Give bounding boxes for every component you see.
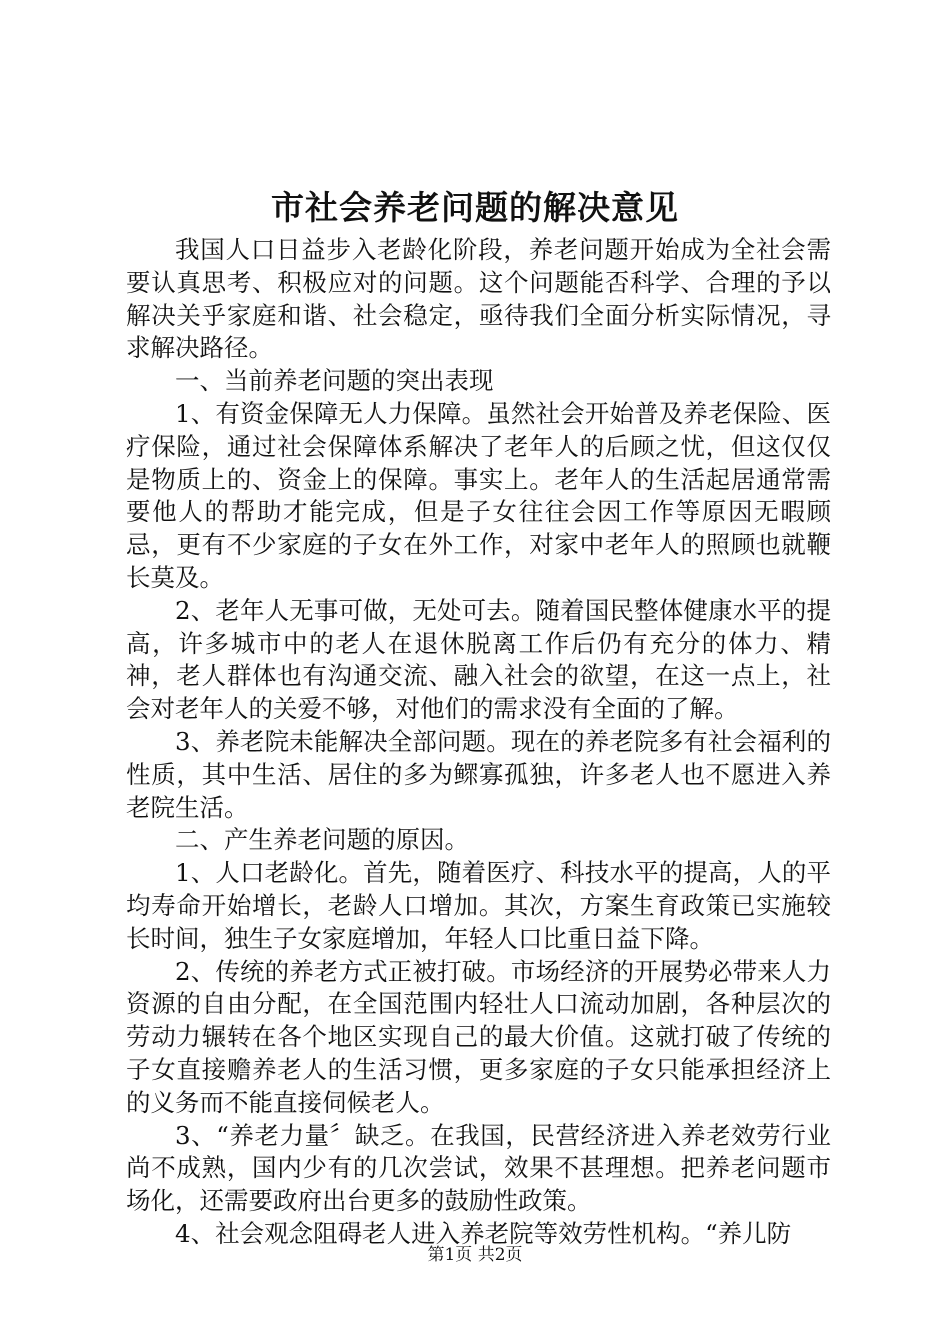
paragraph: 3、“养老力量〞缺乏。在我国，民营经济进入养老效劳行业尚不成熟，国内少有的几次尝试，效果不甚理想。把养老问题市场化，还需要政府出台更多的鼓励性政策。 [126,1120,831,1216]
document-body [126,234,831,1251]
page-title: 市社会养老问题的解决意见 [271,188,679,227]
paragraph: 2、老年人无事可做，无处可去。随着国民整体健康水平的提高，许多城市中的老人在退休脱离工作后仍有充分的体力、精神，老人群体也有沟通交流、融入社会的欲望，在这一点上，社会对老年人的关爱不够，对他们的需求没有全面的了解。 [126,595,831,724]
paragraph: 2、传统的养老方式正被打破。市场经济的开展势必带来人力资源的自由分配，在全国范围内轻壮人口流动加剧，各种层次的劳动力辗转在各个地区实现自己的最大价值。这就打破了传统的子女直接赡养老人的生活习惯，更多家庭的子女只能承担经济上的义务而不能直接伺候老人。 [126,956,831,1117]
paragraph: 1、有资金保障无人力保障。虽然社会开始普及养老保险、医疗保险，通过社会保障体系解决了老年人的后顾之忧，但这仅仅是物质上的、资金上的保障。事实上。老年人的生活起居通常需要他人的帮助才能完成，但是子女往往会因工作等原因无暇顾忌，更有不少家庭的子女在外工作，对家中老年人的照顾也就鞭长莫及。 [126,398,831,592]
paragraph: 4、社会观念阻碍老人进入养老院等效劳性机构。“养儿防 [175,1218,792,1248]
paragraph: 3、养老院未能解决全部问题。现在的养老院多有社会福利的性质，其中生活、居住的多为鳏寡孤独，许多老人也不愿进入养老院生活。 [126,726,831,822]
page-footer: 第1页 共2页 [427,1245,523,1265]
paragraph-intro: 我国人口日益步入老龄化阶段，养老问题开始成为全社会需要认真思考、积极应对的问题。这个问题能否科学、合理的予以解决关乎家庭和谐、社会稳定，亟待我们全面分析实际情况，寻求解决路径。 [126,235,831,363]
section-heading-1: 一、当前养老问题的突出表现 [175,366,494,396]
paragraph: 1、人口老龄化。首先，随着医疗、科技水平的提高，人的平均寿命开始增长，老龄人口增加。其次，方案生育政策已实施较长时间，独生子女家庭增加，年轻人口比重日益下降。 [126,858,831,953]
section-heading-2: 二、产生养老问题的原因。 [175,825,469,855]
